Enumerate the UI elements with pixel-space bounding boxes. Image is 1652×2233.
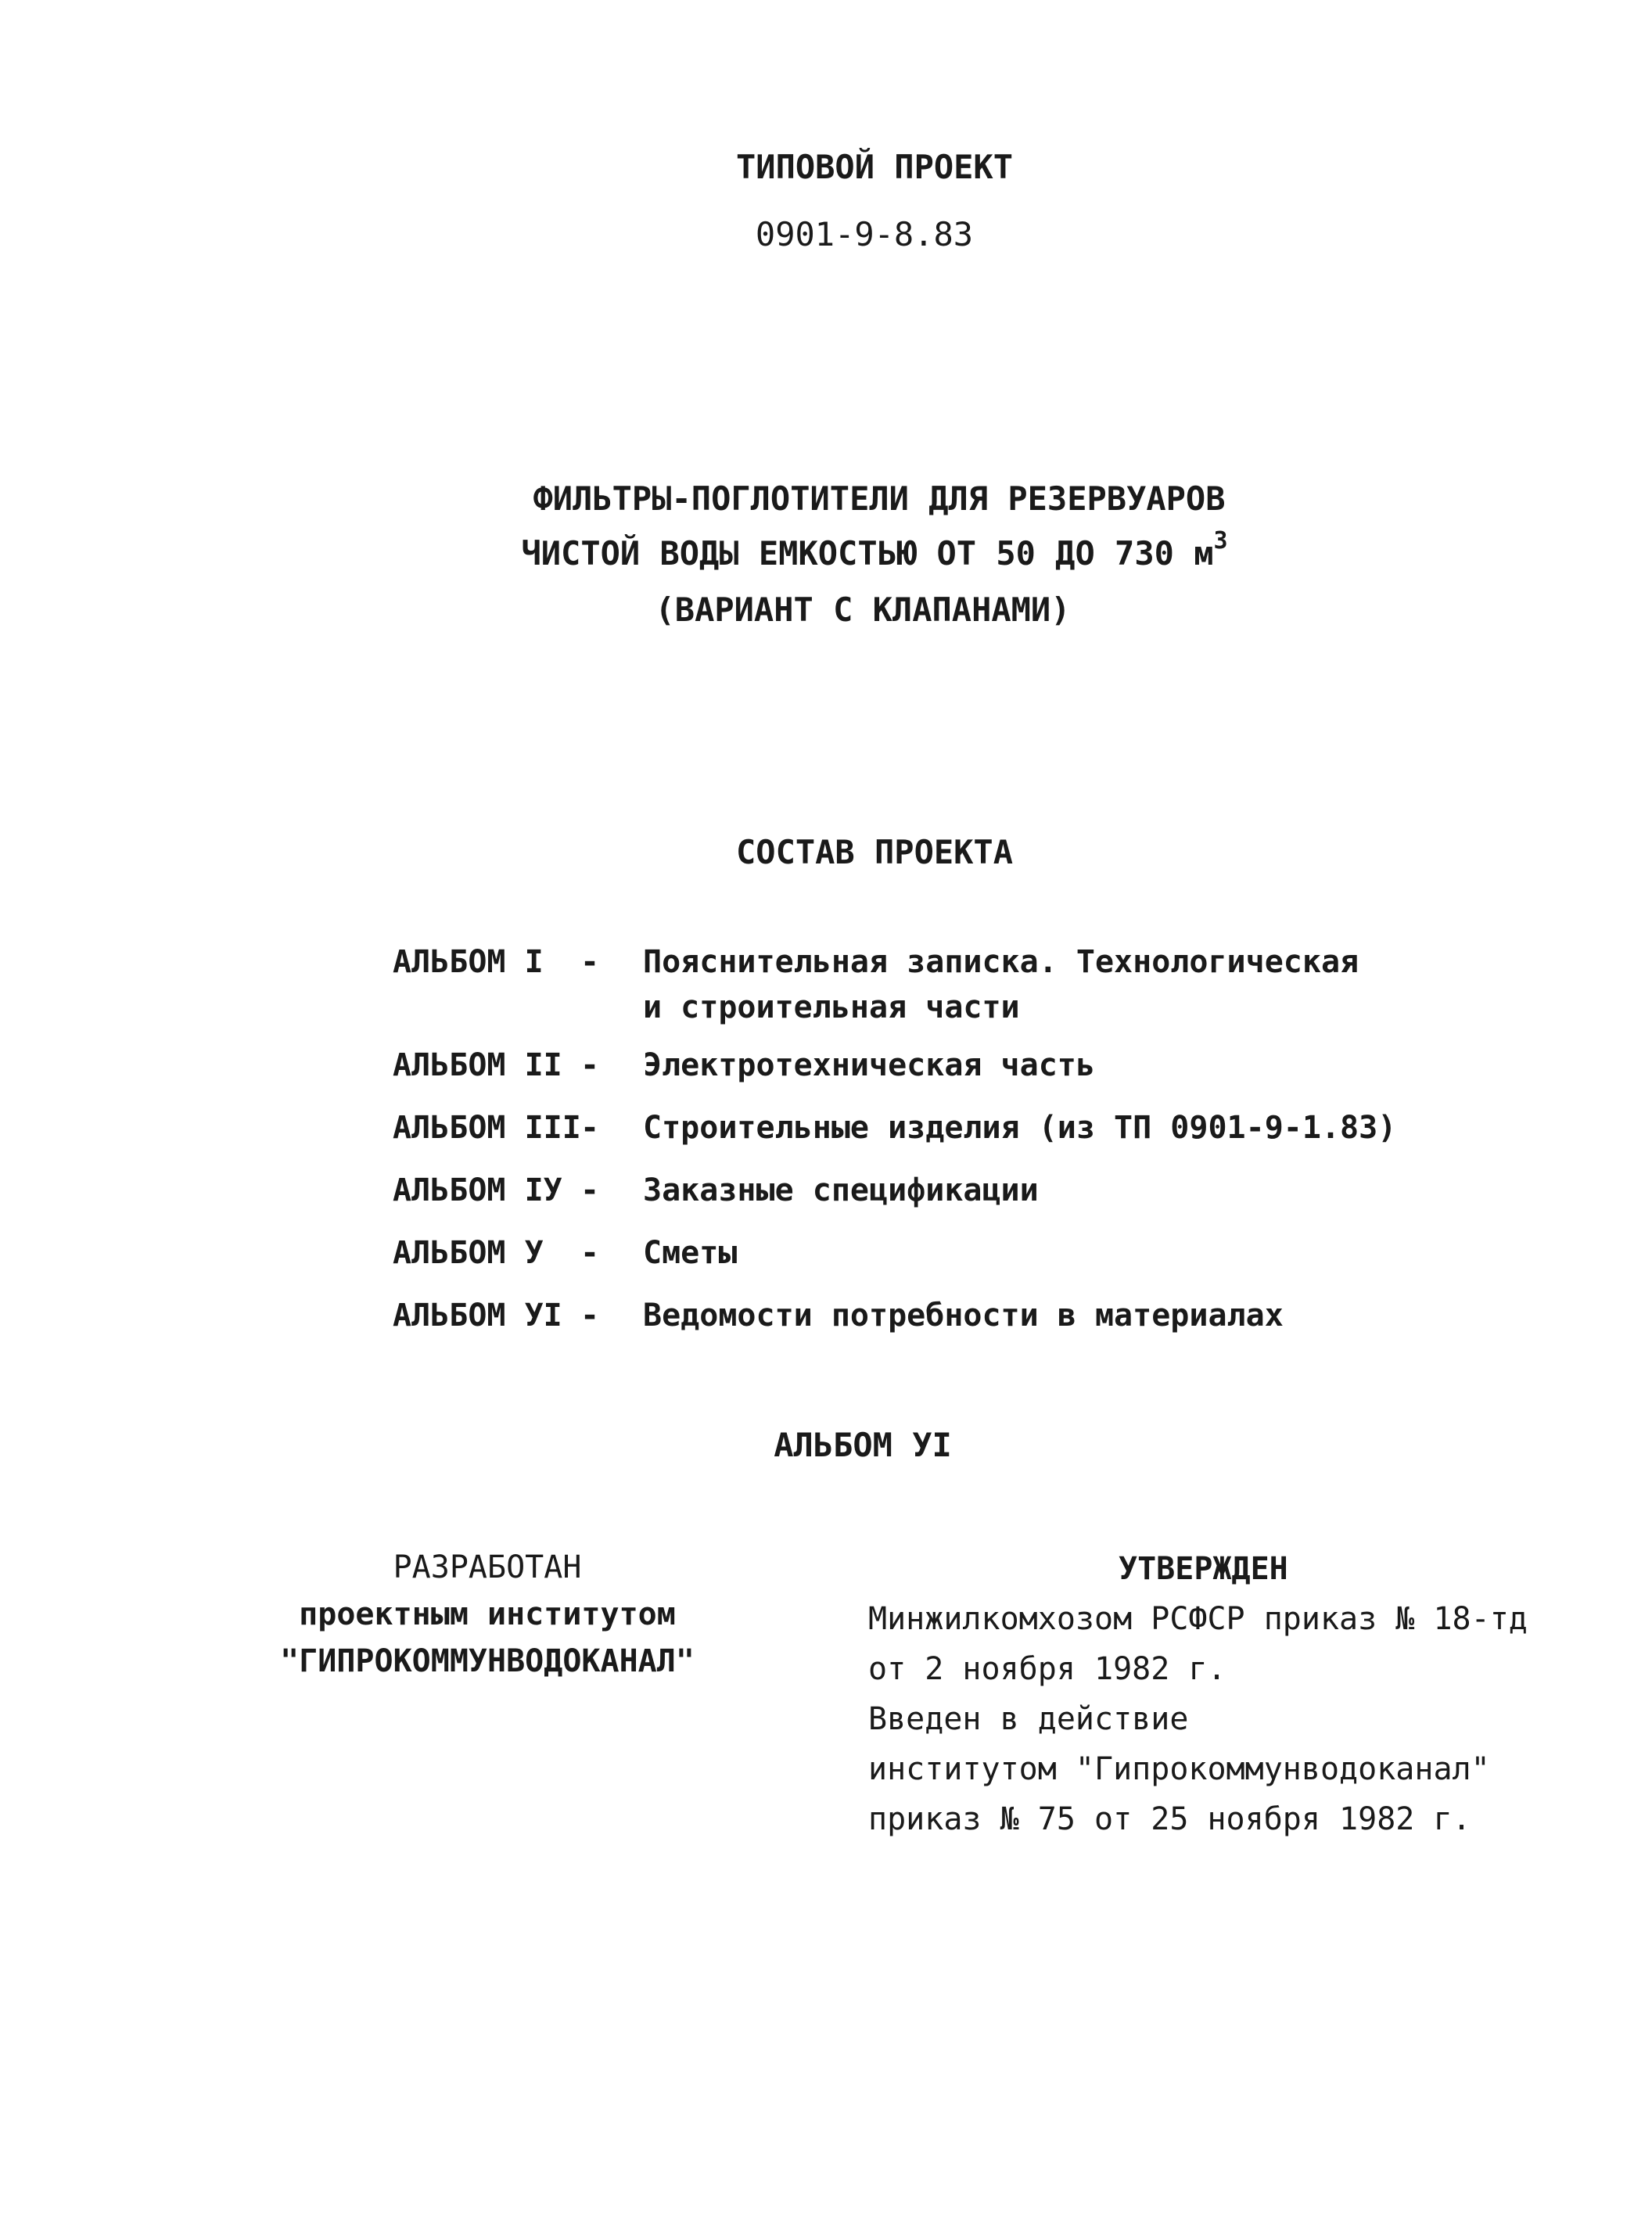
album-name: АЛЬБОМ У [393, 1235, 544, 1271]
composition-heading: СОСТАВ ПРОЕКТА [735, 833, 1014, 871]
album-name: АЛЬБОМ III [393, 1110, 581, 1146]
approved-line-2: от 2 ноября 1982 г. [868, 1651, 1226, 1687]
developed-line-1: проектным институтом [299, 1596, 676, 1632]
approved-line-1: Минжилкомхозом РСФСР приказ № 18-тд [868, 1601, 1528, 1637]
album-row [393, 940, 1359, 984]
document-type: ТИПОВОЙ ПРОЕКТ [735, 148, 1014, 186]
album-name: АЛЬБОМ УI [393, 1298, 562, 1334]
album-dash: - [580, 1110, 600, 1146]
document-number: 0901-9-8.83 [755, 215, 974, 253]
approved-by-block [868, 1544, 1528, 1844]
developed-heading: РАЗРАБОТАН [393, 1549, 582, 1585]
album-description: Электротехническая часть [643, 1047, 1095, 1083]
project-title-line-1: ФИЛЬТРЫ-ПОГЛОТИТЕЛИ ДЛЯ РЕЗЕРВУАРОВ [533, 479, 1226, 518]
album-name: АЛЬБОМ I [393, 944, 544, 980]
album-dash: - [580, 1298, 600, 1334]
album-name: АЛЬБОМ II [393, 1047, 562, 1083]
approved-line-3: Введен в действие [868, 1701, 1189, 1737]
album-description-continued: и строительная части [643, 989, 1020, 1025]
album-description: Пояснительная записка. Технологическая [643, 944, 1359, 980]
album-name: АЛЬБОМ IУ [393, 1172, 562, 1208]
album-description: Ведомости потребности в материалах [643, 1298, 1284, 1334]
current-album-label: АЛЬБОМ УI [774, 1426, 952, 1464]
approved-line-4: институтом "Гипрокоммунводоканал" [868, 1751, 1490, 1787]
project-title-line-3: (ВАРИАНТ С КЛАПАНАМИ) [655, 591, 1071, 629]
project-title-line-2-text: ЧИСТОЙ ВОДЫ ЕМКОСТЬЮ ОТ 50 ДО 730 м [521, 534, 1214, 573]
album-row [393, 1106, 1396, 1150]
album-dash: - [580, 1172, 600, 1208]
album-row [393, 1169, 1039, 1212]
album-dash: - [580, 944, 600, 980]
album-description: Сметы [643, 1235, 738, 1271]
album-dash: - [580, 1235, 600, 1271]
album-description: Строительные изделия (из ТП 0901-9-1.83) [643, 1110, 1397, 1146]
album-row [393, 1231, 737, 1275]
album-description: Заказные спецификации [643, 1172, 1039, 1208]
album-dash: - [580, 1047, 600, 1083]
project-title-line-2 [521, 524, 1227, 576]
cubic-superscript: 3 [1213, 527, 1228, 555]
album-row [393, 1294, 1284, 1337]
developed-line-2: "ГИПРОКОММУНВОДОКАНАЛ" [280, 1643, 695, 1679]
developed-by-block [280, 1544, 695, 1685]
approved-line-5: приказ № 75 от 25 ноября 1982 г. [868, 1801, 1471, 1837]
album-row [393, 1043, 1095, 1087]
approved-heading: УТВЕРЖДЕН [1119, 1551, 1288, 1587]
